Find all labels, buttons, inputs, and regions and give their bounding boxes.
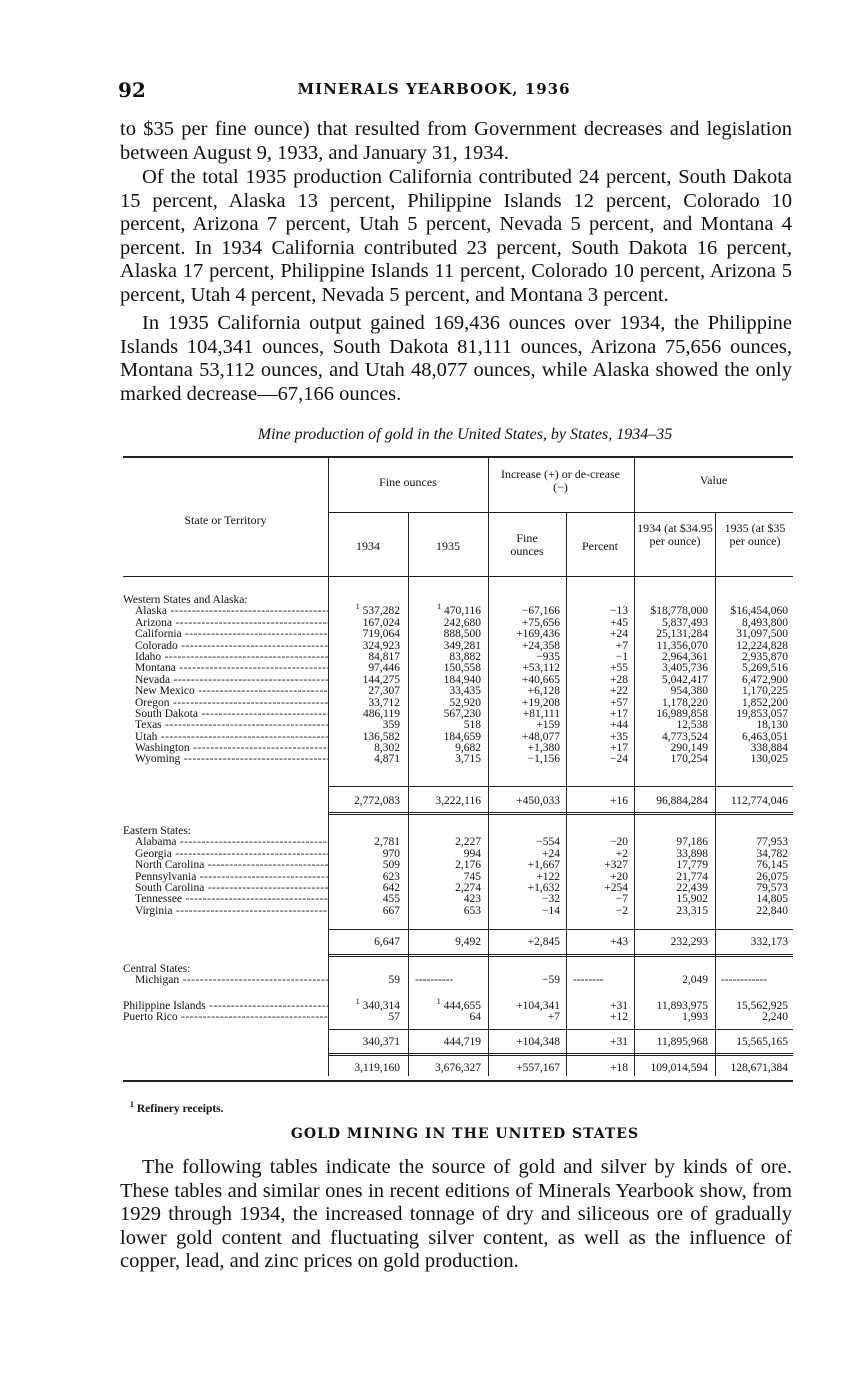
- state-name: North Carolina -----: [123, 860, 328, 871]
- cell: 8,302: [374, 742, 400, 755]
- cell: +24,358: [521, 639, 560, 652]
- cell: 745: [463, 870, 481, 883]
- cell: 52,920: [449, 696, 481, 709]
- cell: 27,307: [368, 685, 400, 698]
- state-name: South Carolina -----: [123, 883, 328, 894]
- cell: +19,208: [521, 696, 560, 709]
- cell: +7: [547, 1011, 560, 1024]
- cell: 4,773,524: [662, 730, 708, 743]
- western-total-1934: 2,772,083: [354, 795, 400, 807]
- western-total-value-1935: 112,774,046: [730, 795, 788, 807]
- state-name: Pennsylvania -----: [123, 872, 328, 883]
- cell: 2,781: [374, 836, 400, 849]
- cell: +1,667: [527, 859, 560, 872]
- state-name: Nevada -----: [123, 675, 328, 686]
- cell: 486,119: [363, 707, 400, 720]
- cell: 2,176: [455, 859, 481, 872]
- eastern-total-value-1934: 232,293: [670, 936, 708, 948]
- cell: 57: [388, 1011, 400, 1024]
- state-name: South Dakota -----: [123, 709, 328, 720]
- cell: 455: [382, 893, 400, 906]
- cell: +44: [610, 719, 628, 732]
- footnote-marker: 1: [130, 1100, 134, 1110]
- cell: 518: [463, 719, 481, 732]
- table-caption: Mine production of gold in the United States, by States, 1934–35: [257, 426, 673, 443]
- eastern-value-1934: [634, 837, 708, 917]
- cell: +17: [610, 707, 628, 720]
- cell: 11,356,070: [656, 639, 708, 652]
- cell: 34,782: [756, 847, 788, 860]
- cell: 2,964,361: [662, 650, 708, 663]
- other-1935-oz: [408, 997, 481, 1024]
- footnote-ref: 1: [437, 602, 442, 612]
- header-fine-ounces: Fine ounces: [379, 475, 437, 489]
- state-name: Idaho -----: [123, 652, 328, 663]
- cell: 64: [469, 1011, 481, 1024]
- western-labels: [123, 595, 328, 766]
- header-1934: 1934: [356, 539, 380, 553]
- cell: 3,715: [455, 753, 481, 766]
- cell: 130,025: [750, 753, 788, 766]
- cell: 509: [382, 859, 400, 872]
- cell: 2,227: [455, 836, 481, 849]
- cell: −1: [615, 650, 628, 663]
- eastern-1935-oz: [408, 837, 481, 917]
- cell: +45: [610, 616, 628, 629]
- cell: +159: [536, 719, 560, 732]
- grand-total-value-1934: 109,014,594: [650, 1062, 708, 1074]
- cell: 1,852,200: [742, 696, 788, 709]
- central-1934-oz: 59: [388, 974, 400, 987]
- cell: +12: [610, 1011, 628, 1024]
- footnote-ref: 1: [355, 997, 360, 1007]
- group-label: Central States:: [123, 963, 191, 975]
- cell: −2: [615, 904, 628, 917]
- cell: +254: [604, 881, 628, 894]
- cell: 6,472,900: [742, 673, 788, 686]
- cell: 21,774: [676, 870, 708, 883]
- header-mid-rule: [328, 512, 793, 513]
- grand-total-increase: +557,167: [516, 1062, 560, 1074]
- central-increase-oz: −59: [542, 974, 560, 987]
- western-total-value-1934: 96,884,284: [656, 795, 708, 807]
- cell: 5,042,417: [662, 673, 708, 686]
- western-total-increase: +450,033: [516, 795, 560, 807]
- central-1935-oz: ----------: [415, 974, 454, 987]
- cell: $^1$ 444,655: [436, 997, 481, 1012]
- state-name: Michigan -----: [123, 975, 328, 986]
- state-name: Montana -----: [123, 663, 328, 674]
- cell: 84,817: [368, 650, 400, 663]
- cell: 359: [382, 719, 400, 732]
- state-name: Philippine Islands -----: [123, 1001, 328, 1012]
- page-number: 92: [118, 78, 146, 102]
- header-percent: Percent: [582, 539, 618, 553]
- subtotal-increase: +104,348: [516, 1036, 560, 1048]
- other-increase-oz: [488, 1001, 560, 1024]
- header-value-1934: 1934 (at $34.95 per ounce): [637, 521, 713, 548]
- cell: −20: [610, 836, 628, 849]
- header-value-1935: 1935 (at $35 per ounce): [724, 521, 786, 548]
- footnote-ref: 1: [355, 602, 360, 612]
- cell: −24: [610, 753, 628, 766]
- cell: +327: [604, 859, 628, 872]
- cell: 14,805: [756, 893, 788, 906]
- cell: −935: [536, 650, 560, 663]
- cell: 144,275: [362, 673, 400, 686]
- cell: +31: [610, 1000, 628, 1012]
- cell: 423: [463, 893, 481, 906]
- eastern-labels: [123, 826, 328, 917]
- subtotal-rule: [328, 1029, 793, 1030]
- cell: 33,712: [368, 696, 400, 709]
- state-name: Washington -----: [123, 743, 328, 754]
- cell: 2,240: [762, 1011, 788, 1024]
- cell: 719,064: [362, 628, 400, 641]
- cell: +24: [542, 847, 560, 860]
- eastern-increase-oz: [488, 837, 560, 917]
- western-increase-oz: [488, 606, 560, 765]
- cell: +35: [610, 730, 628, 743]
- cell: 18,130: [756, 719, 788, 732]
- cell: +17: [610, 742, 628, 755]
- cell: +57: [610, 696, 628, 709]
- cell: 76,145: [756, 859, 788, 872]
- running-title: MINERALS YEARBOOK, 1936: [297, 80, 571, 98]
- western-1934-oz: [328, 602, 400, 766]
- state-name: Colorado -----: [123, 641, 328, 652]
- cell: 349,281: [443, 639, 481, 652]
- paragraph-gold-mining: The following tables indicate the source of gold and silver by kinds of ore. These tables and similar ones in recent editions of Minerals Yearbook show, from 1929 through 1934, the increased tonnage of dry and siliceous ore of gradually lower gold content and fluctuating silver content, as well as the influence of copper, lead, and zinc prices on gold production.: [120, 1156, 792, 1272]
- cell: 184,940: [443, 673, 481, 686]
- cell: 8,493,800: [742, 616, 788, 629]
- cell: 3,405,736: [662, 662, 708, 675]
- other-labels: [123, 1001, 328, 1024]
- cell: $^1$ 537,282: [355, 602, 400, 618]
- cell: 1,170,225: [742, 685, 788, 698]
- footnote-text: Refinery receipts.: [136, 1103, 224, 1115]
- eastern-total-increase: +2,845: [527, 936, 560, 948]
- cell: 888,500: [443, 628, 481, 641]
- grand-total-1935: 3,676,327: [435, 1062, 481, 1074]
- cell: +55: [610, 662, 628, 675]
- cell: −1,156: [527, 753, 560, 766]
- header-1935: 1935: [436, 539, 460, 553]
- table-footnote: [130, 1100, 224, 1115]
- state-name: California -----: [123, 629, 328, 640]
- cell: +22: [610, 685, 628, 698]
- cell: 5,837,493: [662, 616, 708, 629]
- total-double-rule: [328, 954, 793, 957]
- subtotal-rule: [328, 786, 793, 787]
- state-name: Texas -----: [123, 720, 328, 731]
- cell: 954,380: [670, 685, 708, 698]
- cell: 23,315: [676, 904, 708, 917]
- cell: 2,274: [455, 881, 481, 894]
- paragraph-output-changes: In 1935 California output gained 169,436 ounces over 1934, the Philippine Islands 104,341 ounces, South Dakota 81,111 ounces, Arizona 75,656 ounces, Montana 53,112 ounces, and Utah 48,077 ounces, while Alaska showed the only marked decrease—67,166 ounces.: [120, 312, 792, 405]
- cell: −14: [542, 904, 560, 917]
- cell: 970: [382, 847, 400, 860]
- state-name: New Mexico -----: [123, 686, 328, 697]
- cell: 4,871: [374, 753, 400, 766]
- paragraph-continuation: to $35 per fine ounce) that resulted from Government decreases and legislation between August 9, 1933, and January 31, 1934.: [120, 118, 792, 164]
- western-total-percent: +16: [610, 795, 628, 807]
- cell: 79,573: [756, 881, 788, 894]
- cell: +1,380: [527, 742, 560, 755]
- cell: 19,853,057: [736, 707, 788, 720]
- cell: 994: [463, 847, 481, 860]
- other-1934-oz: [328, 997, 400, 1024]
- cell: 170,254: [670, 753, 708, 766]
- subtotal-value-1935: 15,565,165: [736, 1036, 788, 1048]
- other-value-1935: [715, 1001, 788, 1024]
- header-increase: Increase (+) or de-crease (−): [500, 467, 620, 494]
- cell: −13: [610, 605, 628, 618]
- cell: 17,779: [676, 859, 708, 872]
- total-double-rule: [328, 812, 793, 815]
- cell: $16,454,060: [730, 605, 788, 618]
- header-state: State or Territory: [184, 513, 267, 527]
- state-name: Puerto Rico -----: [123, 1012, 328, 1023]
- cell: 623: [382, 870, 400, 883]
- eastern-value-1935: [715, 837, 788, 917]
- cell: 136,582: [362, 730, 400, 743]
- cell: 97,446: [368, 662, 400, 675]
- cell: 16,989,858: [656, 707, 708, 720]
- cell: 338,884: [750, 742, 788, 755]
- grand-total-value-1935: 128,671,384: [730, 1062, 788, 1074]
- cell: $^1$ 340,314: [355, 997, 400, 1012]
- header-value: Value: [699, 473, 728, 487]
- cell: 15,562,925: [736, 1000, 788, 1012]
- central-value-1935: ------------: [721, 974, 767, 987]
- western-1935-oz: [408, 602, 481, 766]
- paragraph-state-shares: Of the total 1935 production California contributed 24 percent, South Dakota 15 percent, Alaska 13 percent, Philippine Islands 12 percent, Colorado 10 percent, Arizona 7 percent, Utah 5 percent, Nevada 5 percent, and Montana 4 percent. In 1934 California contributed 23 percent, South Dakota 16 percent, Alaska 17 percent, Philippine Islands 11 percent, Colorado 10 percent, Arizona 5 percent, Utah 4 percent, Nevada 5 percent, and Montana 3 percent.: [120, 166, 792, 306]
- col-rule: [566, 512, 567, 1076]
- group-label: Western States and Alaska:: [123, 594, 248, 606]
- cell: +122: [536, 870, 560, 883]
- eastern-percent: [566, 837, 628, 917]
- cell: +104,341: [516, 1000, 560, 1012]
- cell: −554: [536, 836, 560, 849]
- cell: 167,024: [362, 616, 400, 629]
- eastern-total-1934: 6,647: [374, 936, 400, 948]
- central-value-1934: 2,049: [682, 974, 708, 987]
- central-labels: [123, 964, 328, 987]
- state-name: Virginia -----: [123, 906, 328, 917]
- cell: 1,993: [682, 1011, 708, 1024]
- cell: +40,665: [521, 673, 560, 686]
- state-name: Wyoming -----: [123, 754, 328, 765]
- western-value-1934: [634, 606, 708, 765]
- cell: $18,778,000: [650, 605, 708, 618]
- cell: 667: [382, 904, 400, 917]
- state-name: Alaska -----: [123, 606, 328, 617]
- cell: −67,166: [521, 605, 560, 618]
- cell: −32: [542, 893, 560, 906]
- other-value-1934: [634, 1001, 708, 1024]
- cell: 290,149: [670, 742, 708, 755]
- western-total-1935: 3,222,116: [435, 795, 481, 807]
- cell: 31,097,500: [736, 628, 788, 641]
- cell: 150,558: [443, 662, 481, 675]
- subtotal-1934: 340,371: [362, 1036, 400, 1048]
- eastern-total-value-1935: 332,173: [750, 936, 788, 948]
- subtotal-1935: 444,719: [443, 1036, 481, 1048]
- cell: 6,463,051: [742, 730, 788, 743]
- cell: +53,112: [522, 662, 560, 675]
- cell: 33,898: [676, 847, 708, 860]
- western-percent: [566, 606, 628, 765]
- cell: +6,128: [527, 685, 560, 698]
- header-bottom-rule: [123, 576, 793, 577]
- eastern-1934-oz: [328, 837, 400, 917]
- other-percent: [566, 1001, 628, 1024]
- page-header: [118, 78, 790, 100]
- central-percent: --------: [573, 974, 604, 987]
- section-heading: GOLD MINING IN THE UNITED STATES: [290, 1126, 640, 1142]
- header-increase-ounces: Fine ounces: [510, 531, 544, 558]
- cell: 77,953: [756, 836, 788, 849]
- cell: +24: [610, 628, 628, 641]
- cell: +2: [615, 847, 628, 860]
- cell: +20: [610, 870, 628, 883]
- cell: 22,439: [676, 881, 708, 894]
- state-name: Arizona -----: [123, 618, 328, 629]
- table-top-rule: [123, 456, 793, 458]
- state-name: Georgia -----: [123, 849, 328, 860]
- cell: +169,436: [516, 628, 560, 641]
- cell: $^1$ 470,116: [437, 602, 481, 618]
- cell: 12,538: [676, 719, 708, 732]
- cell: +75,656: [521, 616, 560, 629]
- cell: 11,893,975: [656, 1000, 708, 1012]
- cell: 25,131,284: [656, 628, 708, 641]
- cell: −7: [615, 893, 628, 906]
- cell: +28: [610, 673, 628, 686]
- cell: 12,224,828: [736, 639, 788, 652]
- subtotal-value-1934: 11,895,968: [656, 1036, 708, 1048]
- cell: 5,269,516: [742, 662, 788, 675]
- state-name: Tennessee -----: [123, 894, 328, 905]
- cell: 83,882: [449, 650, 481, 663]
- state-name: Utah -----: [123, 732, 328, 743]
- subtotal-percent: +31: [610, 1036, 628, 1048]
- col-rule: [408, 512, 409, 1076]
- cell: 26,075: [756, 870, 788, 883]
- cell: +7: [615, 639, 628, 652]
- cell: 1,178,220: [662, 696, 708, 709]
- cell: 653: [463, 904, 481, 917]
- eastern-total-percent: +43: [610, 936, 628, 948]
- table-bottom-rule: [123, 1080, 793, 1082]
- cell: 567,230: [443, 707, 481, 720]
- cell: 33,435: [449, 685, 481, 698]
- col-rule: [715, 512, 716, 1076]
- cell: 324,923: [362, 639, 400, 652]
- cell: +48,077: [521, 730, 560, 743]
- cell: 97,186: [676, 836, 708, 849]
- subtotal-rule: [328, 929, 793, 930]
- footnote-ref: 1: [436, 997, 441, 1007]
- group-label: Eastern States:: [123, 825, 192, 837]
- cell: 242,680: [443, 616, 481, 629]
- total-double-rule: [328, 1053, 793, 1056]
- grand-total-1934: 3,119,160: [354, 1062, 400, 1074]
- cell: 2,935,870: [742, 650, 788, 663]
- gold-production-table: [123, 456, 793, 1091]
- cell: 642: [382, 881, 400, 894]
- cell: 9,682: [455, 742, 481, 755]
- western-value-1935: [715, 606, 788, 765]
- cell: +81,111: [522, 707, 560, 720]
- state-name: Alabama -----: [123, 837, 328, 848]
- cell: 15,902: [676, 893, 708, 906]
- grand-total-percent: +18: [610, 1062, 628, 1074]
- cell: 184,659: [443, 730, 481, 743]
- cell: +1,632: [527, 881, 560, 894]
- cell: 22,840: [756, 904, 788, 917]
- eastern-total-1935: 9,492: [455, 936, 481, 948]
- state-name: Oregon -----: [123, 698, 328, 709]
